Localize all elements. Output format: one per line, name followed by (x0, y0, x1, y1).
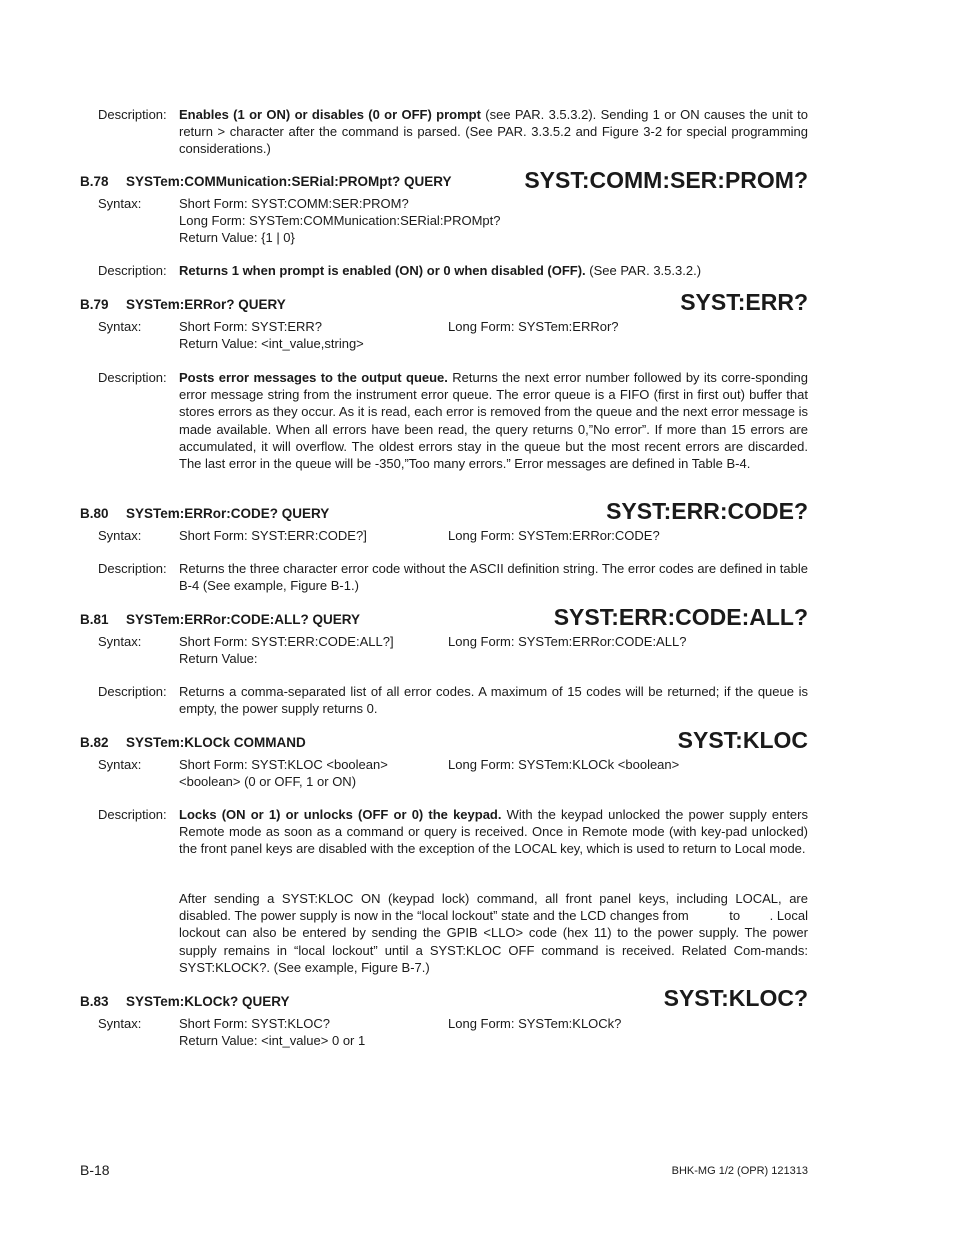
return-value: Return Value: <int_value> 0 or 1 (179, 1033, 366, 1048)
section-number: B.81 (80, 612, 109, 627)
description-text: With the keypad unlocked the power supply enters Remote mode as soon as a command or query is received. Once in Remote mode (with key-pad unlocked) the front panel keys are disabled with the exception of the LOCAL key, which is used to return to Local mode. (179, 807, 808, 857)
syntax-label: Syntax: (98, 196, 142, 211)
section-title: SYSTem:ERRor:CODE? QUERY (126, 506, 330, 521)
section-number: B.80 (80, 506, 109, 521)
return-value: Return Value: {1 | 0} (179, 230, 295, 245)
description-b82 (179, 806, 808, 858)
command-title-b83: SYST:KLOC? (663, 985, 808, 1011)
description-b80: Returns the three character error code without the ASCII definition string. The error codes are defined in table B-4 (See example, Figure B-1.) (179, 561, 808, 594)
description-label: Description: (98, 370, 167, 385)
description-b79 (179, 369, 808, 472)
section-title: SYSTem:COMMunication:SERial:PROMpt? QUERY (126, 174, 452, 189)
boolean-values: <boolean> (0 or OFF, 1 or ON) (179, 774, 357, 789)
section-number: B.78 (80, 174, 109, 189)
section-heading-b78 (80, 173, 452, 191)
page-number: B-18 (80, 1162, 110, 1178)
long-form: Long Form: SYSTem:ERRor:CODE? (448, 528, 660, 543)
syntax-label: Syntax: (98, 319, 142, 334)
long-form: Long Form: SYSTem:ERRor? (448, 319, 619, 334)
prompt-description (179, 106, 808, 158)
description-text: (See PAR. 3.5.3.2.) (585, 263, 702, 278)
short-form: Short Form: SYST:COMM:SER:PROM? (179, 196, 409, 211)
description-text: Returns the next error number followed by its corre-sponding error message string from the instrument error queue. The error queue is a FIFO (first in first out) buffer that stores errors as they occur. As it is read, each error is removed from the queue and the next error message is made available. When all errors have been read, the query returns 0,”No error”. If more than 15 errors are accumulated, it will overflow. The oldest errors stay in the queue but the most recent errors are discarded. The last error in the queue will be -350,”Too many errors.” Error messages are defined in Table B-4. (179, 370, 809, 472)
short-form: Short Form: SYST:ERR? (179, 319, 323, 334)
description-text: (see PAR. 3.5.3.2). Sending 1 or ON causes the unit to return > character after the command is parsed. (See PAR. 3.3.5.2 and Figure 3-2 for special programming considerations.) (179, 107, 808, 157)
syntax-label: Syntax: (98, 757, 142, 772)
section-title: SYSTem:KLOCk COMMAND (126, 735, 306, 750)
description-bold: Posts error messages to the output queue. (179, 370, 448, 385)
description-label: Description: (98, 807, 167, 822)
long-form: Long Form: SYSTem:KLOCk? (448, 1016, 622, 1031)
command-title-b80: SYST:ERR:CODE? (606, 498, 808, 524)
long-form: Long Form: SYSTem:KLOCk <boolean> (448, 757, 680, 772)
description-label: Description: (98, 561, 167, 576)
long-form: Long Form: SYSTem:ERRor:CODE:ALL? (448, 634, 687, 649)
syntax-label: Syntax: (98, 528, 142, 543)
section-title: SYSTem:ERRor? QUERY (126, 297, 286, 312)
description-b78 (179, 262, 808, 279)
description-label: Description: (98, 263, 167, 278)
syntax-label: Syntax: (98, 634, 142, 649)
section-number: B.82 (80, 735, 109, 750)
section-heading-b80 (80, 505, 329, 523)
section-heading-b79 (80, 296, 286, 314)
short-form: Short Form: SYST:KLOC? (179, 1016, 330, 1031)
section-number: B.83 (80, 994, 109, 1009)
return-value: Return Value: (179, 651, 258, 666)
return-value: Return Value: <int_value,string> (179, 336, 364, 351)
command-title-b79: SYST:ERR? (680, 289, 808, 315)
short-form: Short Form: SYST:ERR:CODE?] (179, 528, 367, 543)
syntax-label: Syntax: (98, 1016, 142, 1031)
description-label: Description: (98, 107, 167, 122)
document-id: BHK-MG 1/2 (OPR) 121313 (671, 1165, 808, 1177)
description-b82-paragraph-2: After sending a SYST:KLOC ON (keypad lock) command, all front panel keys, including LOCAL, are disabled. The power supply is now in the “local lockout” state and the LCD changes from to . Local lockout can also be entered by sending the GPIB <LLO> code (hex 11) to the power supply. The power supply remains in “local lockout” until a SYST:KLOC OFF command is received. Related Com-mands: SYST:KLOCK?. (See example, Figure B-7.) (179, 891, 812, 975)
short-form: Short Form: SYST:KLOC <boolean> (179, 757, 388, 772)
section-number: B.79 (80, 297, 109, 312)
section-title: SYSTem:KLOCk? QUERY (126, 994, 290, 1009)
section-title: SYSTem:ERRor:CODE:ALL? QUERY (126, 612, 361, 627)
command-title-b81: SYST:ERR:CODE:ALL? (553, 604, 808, 630)
command-title-b78: SYST:COMM:SER:PROM? (524, 167, 808, 193)
section-heading-b82 (80, 734, 306, 752)
description-bold: Returns 1 when prompt is enabled (ON) or 0 when disabled (OFF). (179, 263, 586, 278)
section-heading-b81 (80, 611, 360, 629)
short-form: Short Form: SYST:ERR:CODE:ALL?] (179, 634, 394, 649)
section-heading-b83 (80, 993, 290, 1011)
long-form: Long Form: SYSTem:COMMunication:SERial:PROMpt? (179, 213, 501, 228)
description-bold: Locks (ON or 1) or unlocks (OFF or 0) the keypad. (179, 807, 502, 822)
description-bold: Enables (1 or ON) or disables (0 or OFF) prompt (179, 107, 481, 122)
description-label: Description: (98, 684, 167, 699)
command-title-b82: SYST:KLOC (677, 727, 808, 753)
description-b81: Returns a comma-separated list of all error codes. A maximum of 15 codes will be returned; if the queue is empty, the power supply returns 0. (179, 684, 808, 717)
